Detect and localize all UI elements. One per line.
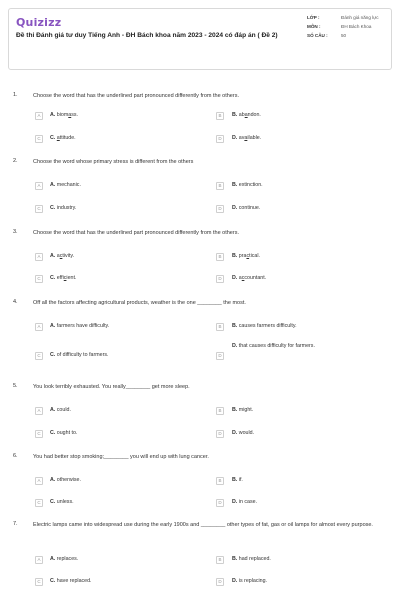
option-letter-label: C. bbox=[50, 135, 57, 141]
option-answer: available. bbox=[238, 135, 262, 141]
option-b-marker[interactable]: B bbox=[216, 182, 224, 190]
meta-label: LỚP : bbox=[307, 15, 320, 20]
option-b-marker[interactable]: B bbox=[216, 323, 224, 331]
quizizz-logo: Quizizz bbox=[16, 16, 62, 29]
option-answer: replaces. bbox=[56, 556, 79, 562]
option-answer: could. bbox=[56, 407, 71, 413]
option-a-text[interactable] bbox=[50, 181, 200, 189]
meta-value: ĐH Bách Khoa bbox=[341, 24, 372, 29]
question-number: 5. bbox=[13, 383, 18, 389]
meta-label: MÔN : bbox=[307, 24, 321, 29]
option-c-marker[interactable]: C bbox=[35, 499, 43, 507]
option-letter-label: B. bbox=[232, 182, 239, 188]
option-answer: is replacing. bbox=[238, 578, 268, 584]
option-letter-label: A. bbox=[50, 407, 57, 413]
option-a-marker[interactable]: A bbox=[35, 556, 43, 564]
option-answer: continue. bbox=[238, 205, 261, 211]
underlined-part: c bbox=[63, 275, 67, 281]
option-letter-label: C. bbox=[50, 499, 57, 505]
option-d-marker[interactable]: D bbox=[216, 352, 224, 360]
option-b-marker[interactable]: B bbox=[216, 253, 224, 261]
option-a-marker[interactable]: A bbox=[35, 253, 43, 261]
option-answer: of difficulty to farmers. bbox=[56, 352, 109, 358]
option-letter-label: A. bbox=[50, 323, 57, 329]
question-number: 6. bbox=[13, 453, 18, 459]
option-answer: practical. bbox=[238, 253, 260, 259]
option-c-marker[interactable]: C bbox=[35, 352, 43, 360]
option-letter-label: D. bbox=[232, 135, 239, 141]
option-letter-label: D. bbox=[232, 343, 239, 349]
option-answer: accountant. bbox=[238, 275, 267, 281]
question-number: 2. bbox=[13, 158, 18, 164]
question-text: Electric lamps came into widespread use during the early 1900s and ________ other types of fat, gas or oil lamps for almost every purpose. bbox=[33, 522, 373, 528]
option-d-text[interactable] bbox=[232, 498, 382, 506]
question-number: 3. bbox=[13, 229, 18, 235]
meta-value: 50 bbox=[341, 33, 347, 38]
option-b-marker[interactable]: B bbox=[216, 556, 224, 564]
option-b-text[interactable] bbox=[232, 476, 382, 484]
option-a-text[interactable] bbox=[50, 252, 200, 260]
option-letter-label: A. bbox=[50, 253, 57, 259]
question-text: Off all the factors affecting agricultural products, weather is the one ________ the most. bbox=[33, 300, 246, 306]
option-a-text[interactable] bbox=[50, 476, 200, 484]
option-a-text[interactable] bbox=[50, 555, 200, 563]
option-b-text[interactable] bbox=[232, 406, 382, 414]
underlined-part: a bbox=[68, 112, 72, 118]
option-answer: if. bbox=[238, 477, 243, 483]
question-text: Choose the word that has the underlined part pronounced differently from the others. bbox=[33, 230, 239, 236]
option-a-text[interactable] bbox=[50, 322, 200, 330]
option-answer: would. bbox=[238, 430, 255, 436]
underlined-part: c bbox=[241, 275, 245, 281]
option-c-text[interactable] bbox=[50, 577, 200, 585]
option-answer: activity. bbox=[56, 253, 75, 259]
option-answer: extinction. bbox=[238, 182, 263, 188]
option-d-text[interactable] bbox=[232, 134, 382, 142]
option-d-text[interactable] bbox=[232, 342, 382, 350]
option-answer: ought to. bbox=[56, 430, 78, 436]
option-c-text[interactable] bbox=[50, 429, 200, 437]
question-number: 1. bbox=[13, 92, 18, 98]
option-c-marker[interactable]: C bbox=[35, 135, 43, 143]
option-letter-label: A. bbox=[50, 556, 57, 562]
option-letter-label: C. bbox=[50, 578, 57, 584]
option-c-text[interactable] bbox=[50, 134, 200, 142]
option-b-text[interactable] bbox=[232, 322, 382, 330]
option-answer: in case. bbox=[238, 499, 258, 505]
option-answer: abandon. bbox=[238, 112, 261, 118]
option-a-text[interactable] bbox=[50, 111, 200, 119]
option-letter-label: C. bbox=[50, 430, 57, 436]
option-a-marker[interactable]: A bbox=[35, 407, 43, 415]
document-title: Đề thi Đánh giá tư duy Tiếng Anh - ĐH Bách khoa năm 2023 - 2024 có đáp án ( Đề 2) bbox=[16, 32, 278, 39]
option-letter-label: B. bbox=[232, 112, 239, 118]
underlined-part: a bbox=[244, 112, 248, 118]
option-d-marker[interactable]: D bbox=[216, 499, 224, 507]
option-c-text[interactable] bbox=[50, 204, 200, 212]
option-answer: efficient. bbox=[56, 275, 77, 281]
option-answer: biomass. bbox=[56, 112, 78, 118]
option-a-marker[interactable]: A bbox=[35, 112, 43, 120]
question-text: You look terribly exhausted. You really________ get more sleep. bbox=[33, 384, 190, 390]
option-answer: might. bbox=[238, 407, 254, 413]
option-b-marker[interactable]: B bbox=[216, 112, 224, 120]
option-letter-label: C. bbox=[50, 352, 57, 358]
option-b-text[interactable] bbox=[232, 555, 382, 563]
option-d-marker[interactable]: D bbox=[216, 275, 224, 283]
option-answer: have replaced. bbox=[56, 578, 92, 584]
option-letter-label: D. bbox=[232, 205, 239, 211]
option-b-text[interactable] bbox=[232, 252, 382, 260]
option-answer: unless. bbox=[56, 499, 74, 505]
option-answer: had replaced. bbox=[238, 556, 271, 562]
option-d-marker[interactable]: D bbox=[216, 205, 224, 213]
option-c-text[interactable] bbox=[50, 274, 200, 282]
option-b-text[interactable] bbox=[232, 111, 382, 119]
question-number: 4. bbox=[13, 299, 18, 305]
option-b-text[interactable] bbox=[232, 181, 382, 189]
option-letter-label: C. bbox=[50, 205, 57, 211]
underlined-part: a bbox=[244, 135, 248, 141]
option-answer: that causes difficulty for farmers. bbox=[238, 343, 315, 349]
option-letter-label: D. bbox=[232, 430, 239, 436]
option-c-marker[interactable]: C bbox=[35, 205, 43, 213]
option-answer: mechanic. bbox=[56, 182, 81, 188]
option-letter-label: A. bbox=[50, 182, 57, 188]
option-d-marker[interactable]: D bbox=[216, 430, 224, 438]
option-answer: attitude. bbox=[56, 135, 76, 141]
option-c-text[interactable] bbox=[50, 498, 200, 506]
option-d-marker[interactable]: D bbox=[216, 578, 224, 586]
option-letter-label: D. bbox=[232, 275, 239, 281]
underlined-part: c bbox=[59, 253, 63, 259]
option-d-marker[interactable]: D bbox=[216, 135, 224, 143]
underlined-part: a bbox=[56, 135, 60, 141]
option-letter-label: B. bbox=[232, 407, 239, 413]
option-letter-label: B. bbox=[232, 253, 239, 259]
option-a-marker[interactable]: A bbox=[35, 323, 43, 331]
option-c-marker[interactable]: C bbox=[35, 275, 43, 283]
option-d-text[interactable] bbox=[232, 204, 382, 212]
question-text: Choose the word that has the underlined part pronounced differently from the others. bbox=[33, 93, 239, 99]
meta-value: Đánh giá năng lực bbox=[341, 15, 379, 20]
option-c-marker[interactable]: C bbox=[35, 578, 43, 586]
option-c-text[interactable] bbox=[50, 351, 200, 359]
option-d-text[interactable] bbox=[232, 577, 382, 585]
option-b-marker[interactable]: B bbox=[216, 407, 224, 415]
option-letter-label: B. bbox=[232, 556, 239, 562]
option-letter-label: A. bbox=[50, 112, 57, 118]
question-text: You had better stop smoking;________ you will end up with lung cancer. bbox=[33, 454, 209, 460]
option-letter-label: B. bbox=[232, 323, 239, 329]
option-b-marker[interactable]: B bbox=[216, 477, 224, 485]
underlined-part: c bbox=[246, 253, 250, 259]
option-a-marker[interactable]: A bbox=[35, 182, 43, 190]
option-letter-label: B. bbox=[232, 477, 239, 483]
option-answer: farmers have difficulty. bbox=[56, 323, 110, 329]
question-number: 7. bbox=[13, 521, 18, 527]
option-letter-label: C. bbox=[50, 275, 57, 281]
meta-label: SỐ CÂU : bbox=[307, 33, 328, 38]
option-answer: industry. bbox=[56, 205, 77, 211]
option-a-marker[interactable]: A bbox=[35, 477, 43, 485]
option-d-text[interactable] bbox=[232, 274, 382, 282]
option-letter-label: D. bbox=[232, 578, 239, 584]
option-answer: causes farmers difficulty. bbox=[238, 323, 297, 329]
option-letter-label: D. bbox=[232, 499, 239, 505]
option-c-marker[interactable]: C bbox=[35, 430, 43, 438]
option-d-text[interactable] bbox=[232, 429, 382, 437]
question-text: Choose the word whose primary stress is different from the others bbox=[33, 159, 194, 165]
option-answer: otherwise. bbox=[56, 477, 81, 483]
option-a-text[interactable] bbox=[50, 406, 200, 414]
option-letter-label: A. bbox=[50, 477, 57, 483]
